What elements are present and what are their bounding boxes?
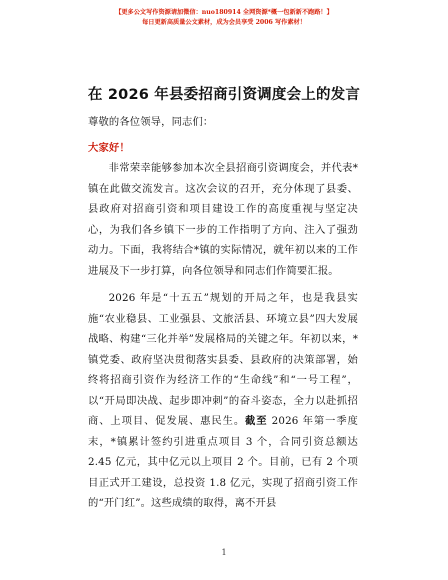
promo-banner xyxy=(0,8,448,28)
greeting: 大家好！ xyxy=(88,142,130,154)
promo-line-2: 每日更新高质量公文素材，成为会员享受 2006 写作素材！ xyxy=(142,19,306,26)
promo-line-1: 【更多公文写作资源请加微信：nuo180914 全网资源*概一包新新不跑路！】 xyxy=(115,9,333,16)
page-number: 1 xyxy=(221,548,227,557)
paragraph-1: 非常荣幸能够参加本次全县招商引资调度会，并代表*镇在此做交流发言。这次会议的召开，充分体现了县委、县政府对招商引资和项目建设工作的高度重视与坚定决心，为我们各乡镇下一步的工作指明了方向、注入了强劲动力。下面，我将结合*镇的实际情况，就年初以来的工作进展及下一步打算，向各位领导和同志们作简要汇报。 xyxy=(88,162,358,277)
paragraph-2-bold: 截至 xyxy=(245,415,268,427)
paragraph-2-text-a: 2026 年是“十五五”规划的开局之年，也是我县实施“农业稳县、工业强县、文旅活县、环境立县”四大发展战略、构建“三化并举”发展格局的关键之年。年初以来，*镇党委、政府坚决贯彻落实县委、县政府的决策部署，始终将招商引资作为经济工作的“生命线”和“一号工程”，以“开局即决战、起步即冲刺”的奋斗姿态，全力以赴抓招商、上项目、促发展、惠民生。 xyxy=(88,292,358,427)
paragraph-2 xyxy=(88,288,358,514)
salutation: 尊敬的各位领导，同志们： xyxy=(88,116,214,128)
document-title: 在 2026 年县委招商引资调度会上的发言 xyxy=(87,87,361,103)
paragraph-2-text-b: 2026 年第一季度末，*镇累计签约引进重点项目 3 个，合同引资总额达 2.45 亿元，其中亿元以上项目 2 个。目前，已有 2 个项目正式开工建设，总投资 1.8 亿元，实现了招商引资工作的“开门红”。这些成绩的取得，离不开县 xyxy=(88,415,358,509)
